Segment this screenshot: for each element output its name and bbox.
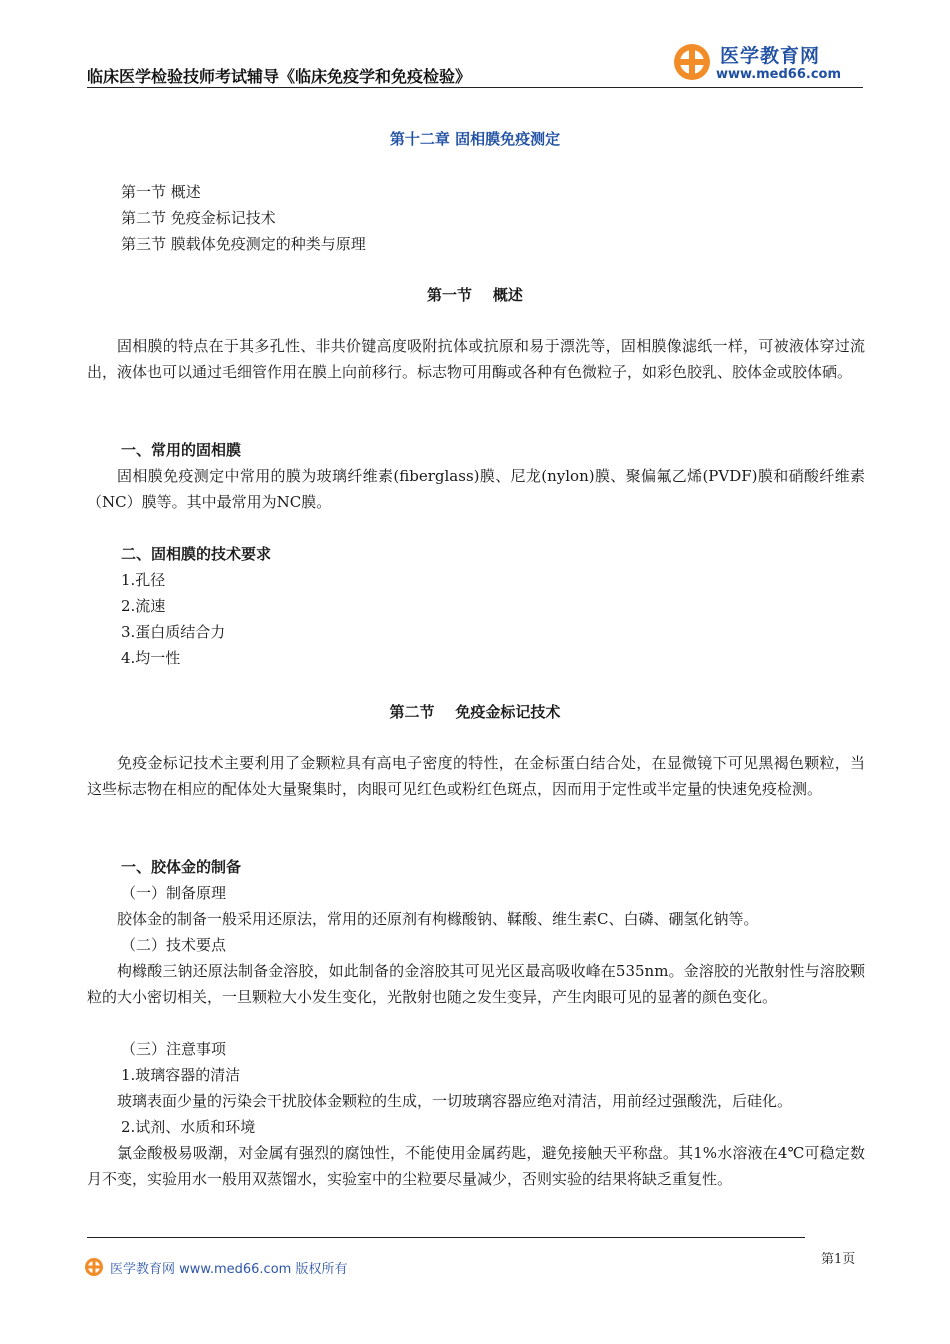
toc-item: 第三节 膜载体免疫测定的种类与原理 [121, 235, 366, 253]
logo-emblem-icon [672, 42, 712, 82]
table-of-contents [121, 179, 366, 257]
subheading: （三）注意事项 [121, 1040, 227, 1058]
subheading: （二）技术要点 [121, 936, 227, 954]
footer-copyright: 医学教育网 www.med66.com 版权所有 [110, 1261, 348, 1277]
section-1-heading-1: 一、常用的固相膜 [121, 441, 242, 459]
numbered-item: 1.玻璃容器的清洁 [121, 1066, 241, 1084]
toc-item: 第一节 概述 [121, 183, 201, 201]
site-logo[interactable] [672, 36, 852, 86]
chapter-title: 第十二章 固相膜免疫测定 [389, 130, 561, 148]
requirement-item: 2.流速 [121, 597, 166, 615]
requirement-item: 4.均一性 [121, 649, 181, 667]
footer-divider [87, 1237, 805, 1238]
subheading: （一）制备原理 [121, 884, 227, 902]
paragraph-principle: 胶体金的制备一般采用还原法，常用的还原剂有枸橼酸钠、鞣酸、维生素C、白磷、硼氢化钠等。 [117, 910, 759, 928]
numbered-item: 2.试剂、水质和环境 [121, 1118, 256, 1136]
logo-url[interactable]: www.med66.com [716, 67, 842, 82]
requirement-item: 1.孔径 [121, 571, 166, 589]
section-2-intro: 免疫金标记技术主要利用了金颗粒具有高电子密度的特性，在金标蛋白结合处，在显微镜下可见黑褐色颗粒，当这些标志物在相应的配体处大量聚集时，肉眼可见红色或粉红色斑点，因而用于定性或半定量的快速免疫检测。 [87, 754, 865, 798]
page-number: 第1页 [821, 1252, 856, 1267]
paragraph-key-points: 枸橼酸三钠还原法制备金溶胶，如此制备的金溶胶其可见光区最高吸收峰在535nm。金溶胶的光散射性与溶胶颗粒的大小密切相关，一旦颗粒大小发生变化，光散射也随之发生变异，产生肉眼可见的显著的颜色变化。 [87, 962, 865, 1006]
section-2-title: 第二节 免疫金标记技术 [389, 703, 561, 721]
section-1-intro: 固相膜的特点在于其多孔性、非共价键高度吸附抗体或抗原和易于漂洗等，固相膜像滤纸一样，可被液体穿过流出，液体也可以通过毛细管作用在膜上向前移行。标志物可用酶或各种有色微粒子，如彩色胶乳、胶体金或胶体硒。 [87, 337, 865, 381]
requirement-item: 3.蛋白质结合力 [121, 623, 226, 641]
toc-item: 第二节 免疫金标记技术 [121, 209, 276, 227]
section-1-heading-2: 二、固相膜的技术要求 [121, 545, 272, 563]
logo-name: 医学教育网 [720, 45, 821, 67]
footer-brand [84, 1255, 347, 1279]
paragraph-glassware: 玻璃表面少量的污染会干扰胶体金颗粒的生成，一切玻璃容器应绝对清洁，用前经过强酸洗，后硅化。 [117, 1092, 793, 1110]
paragraph-reagents: 氯金酸极易吸潮，对金属有强烈的腐蚀性，不能使用金属药匙，避免接触天平称盘。其1%水溶液在4℃可稳定数月不变，实验用水一般用双蒸馏水，实验室中的尘粒要尽量减少，否则实验的结果将缺乏重复性。 [87, 1144, 865, 1188]
section-2-heading-1: 一、胶体金的制备 [121, 858, 242, 876]
section-1-title: 第一节 概述 [427, 286, 523, 304]
footer-logo-icon [84, 1257, 104, 1277]
header-divider [87, 87, 863, 88]
header-title: 临床医学检验技师考试辅导《临床免疫学和免疫检验》 [87, 67, 472, 86]
section-1-paragraph-1: 固相膜免疫测定中常用的膜为玻璃纤维素(fiberglass)膜、尼龙(nylon)膜、聚偏氟乙烯(PVDF)膜和硝酸纤维素（NC）膜等。其中最常用为NC膜。 [87, 467, 865, 511]
